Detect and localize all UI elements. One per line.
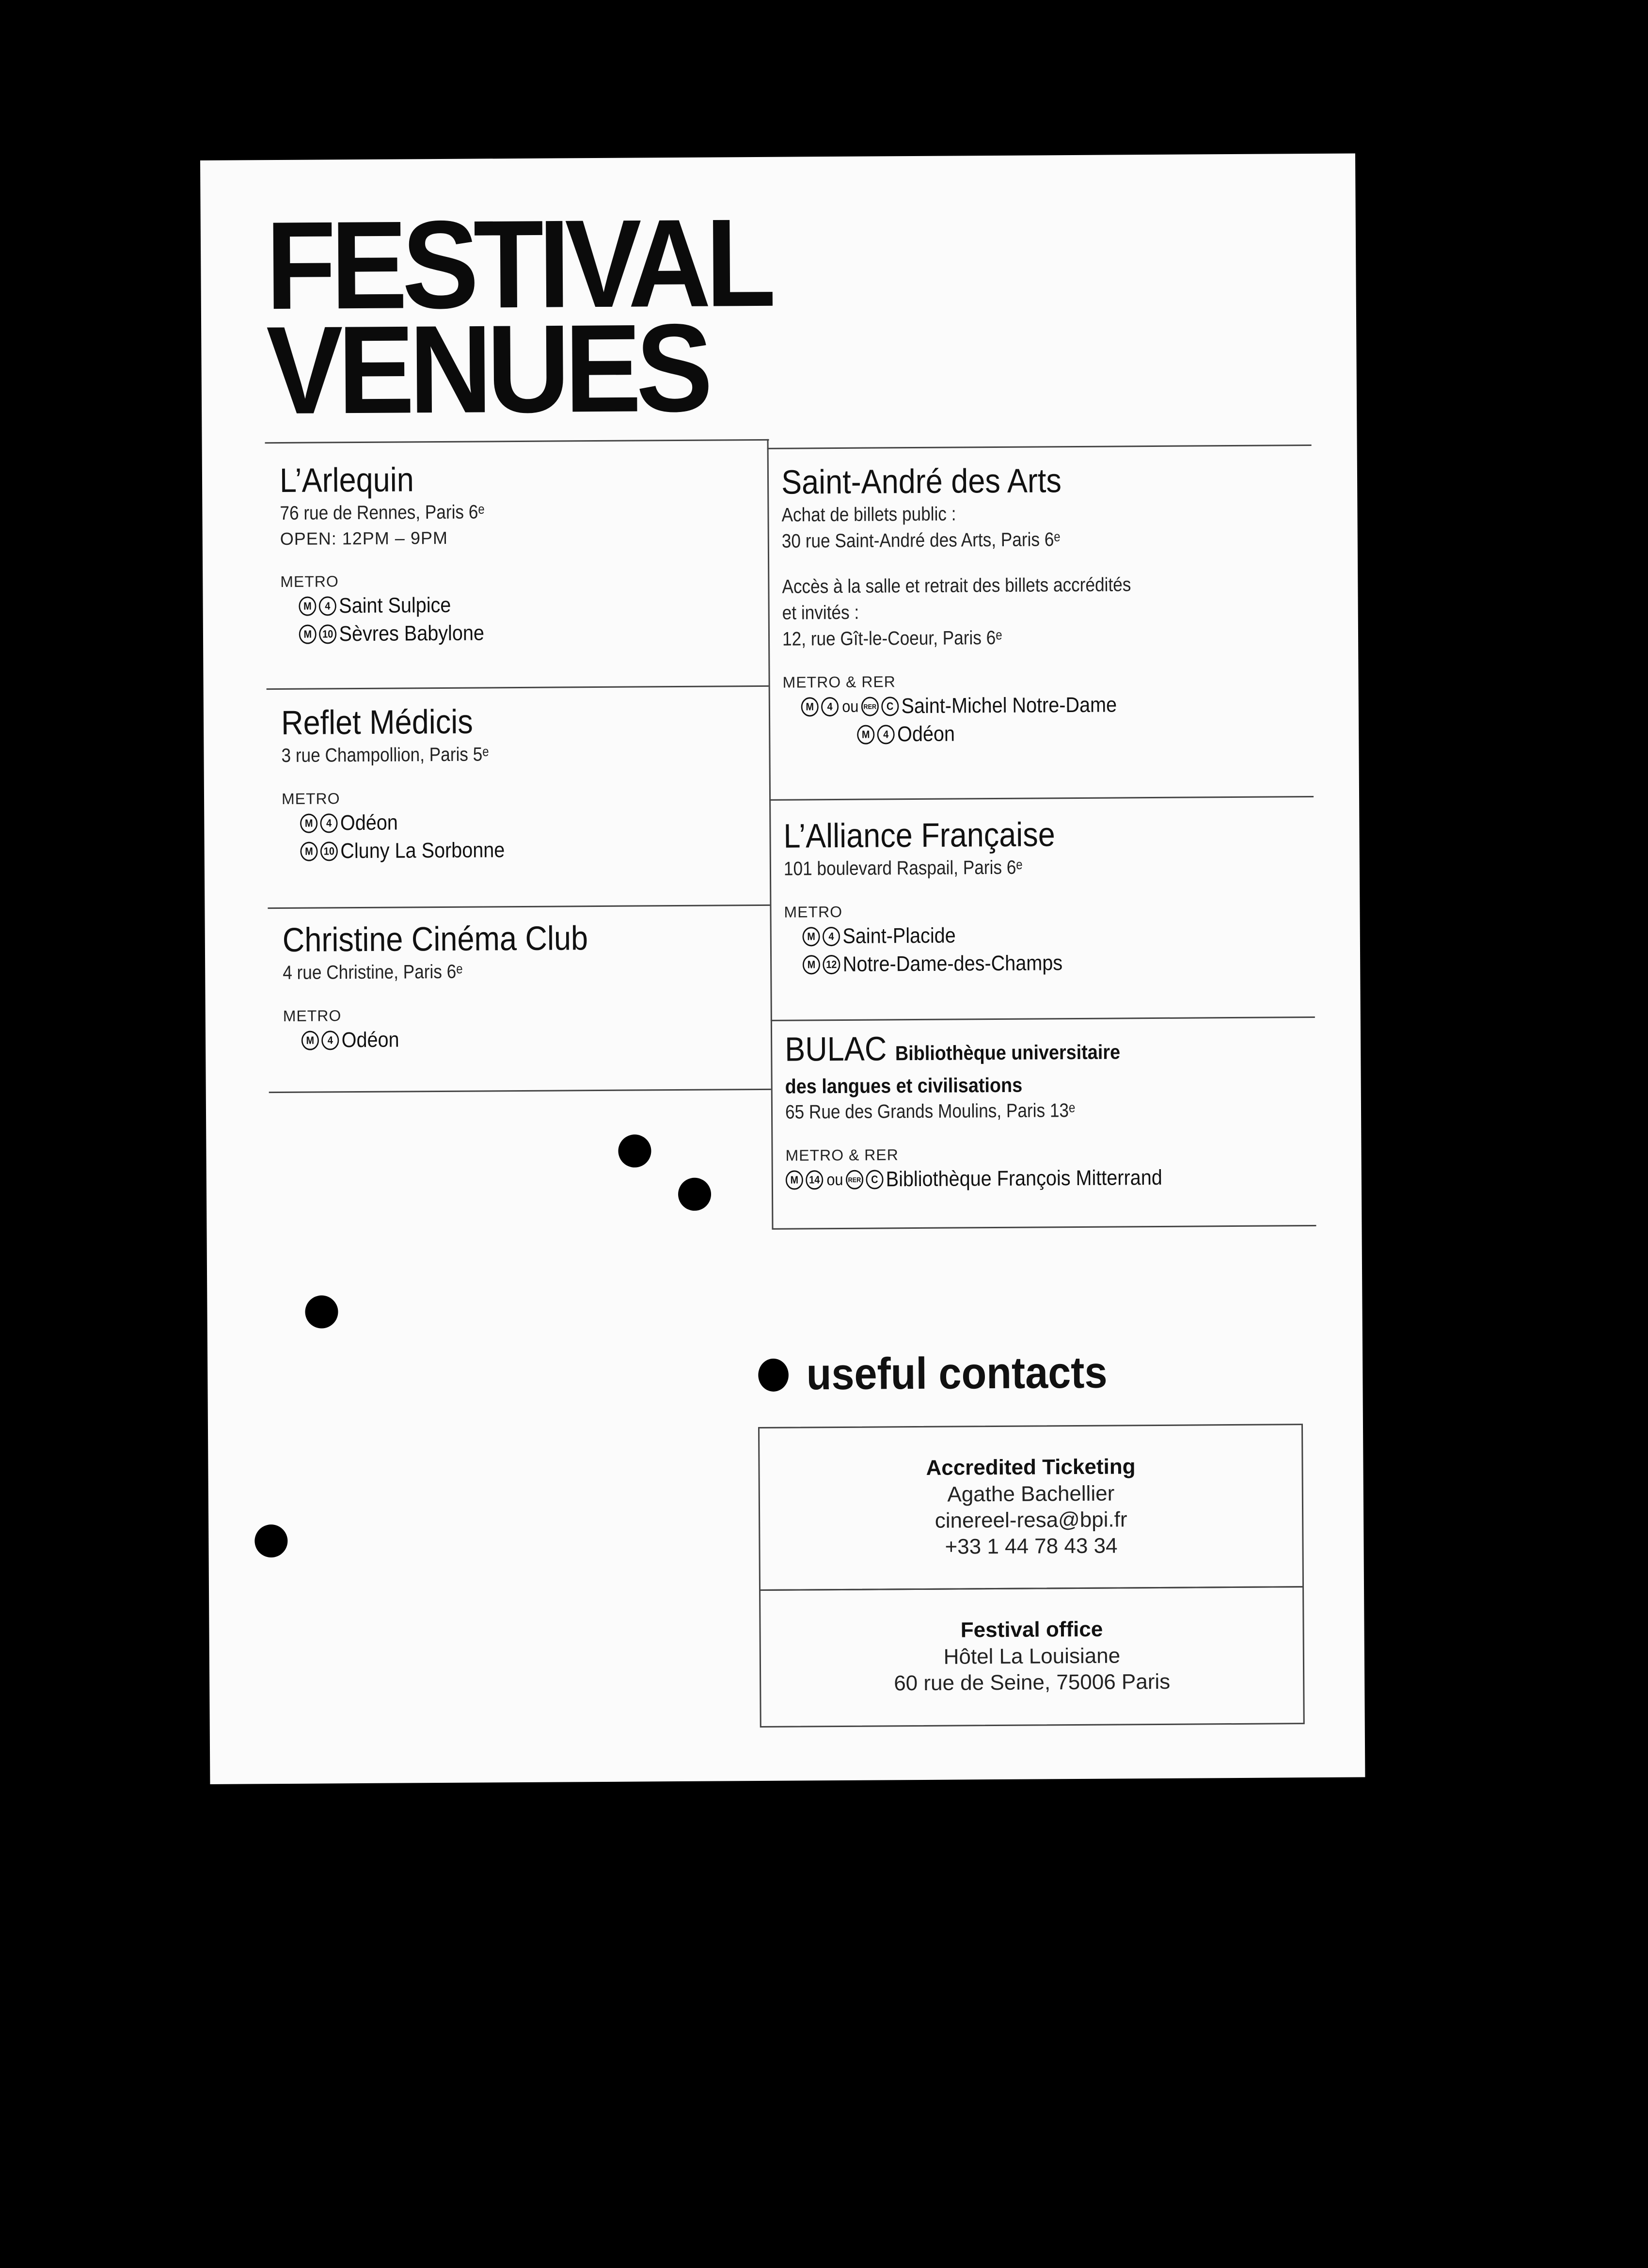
- station-row: [281, 619, 490, 649]
- venue-name: Saint-André des Arts: [781, 461, 1062, 501]
- metro-icon: M: [299, 625, 317, 644]
- divider-right-2: [771, 1016, 1315, 1021]
- metro-label: METRO: [281, 790, 340, 808]
- metro-label: METRO & RER: [785, 1146, 899, 1164]
- contact-title: Festival office: [960, 1617, 1103, 1642]
- line-10-icon: 10: [319, 624, 336, 644]
- metro-icon: M: [300, 814, 317, 833]
- venue-christine-cinema-club: [283, 918, 623, 1055]
- line-4-icon: 4: [821, 697, 839, 716]
- station-row: [786, 1164, 1162, 1194]
- page-title: [265, 192, 772, 441]
- station-name: Saint-Michel Notre-Dame: [901, 693, 1117, 718]
- venue-address: 3 rue Champollion, Paris 5ᵉ: [281, 744, 489, 766]
- station-name: Saint-Placide: [842, 923, 956, 948]
- venue-address: 76 rue de Rennes, Paris 6ᵉ: [280, 501, 485, 524]
- venue-reflet-medicis: [281, 701, 530, 866]
- contact-box-office: [759, 1586, 1305, 1728]
- contact-name: Agathe Bachellier: [947, 1481, 1115, 1507]
- metro-icon: M: [786, 1170, 803, 1190]
- venue-subtitle-line-1: Bibliothèque universitaire: [895, 1040, 1121, 1065]
- punch-hole-dot: [254, 1524, 287, 1557]
- rer-line-c-icon: C: [881, 697, 899, 716]
- station-name: Sèvres Babylone: [339, 621, 485, 646]
- access-address: 12, rue Gît-le-Coeur, Paris 6ᵉ: [782, 627, 1002, 650]
- divider-right-1: [769, 796, 1314, 801]
- rer-line-c-icon: C: [866, 1170, 883, 1189]
- line-4-icon: 4: [320, 813, 337, 833]
- station-row: [280, 591, 490, 620]
- access-label-line-2: et invités :: [782, 602, 859, 624]
- flyer-page: [200, 153, 1365, 1784]
- line-4-icon: 4: [877, 725, 895, 744]
- station-name: Saint Sulpice: [339, 593, 451, 618]
- public-ticket-address: 30 rue Saint-André des Arts, Paris 6ᵉ: [781, 529, 1061, 552]
- rer-icon: RER: [861, 697, 879, 716]
- line-12-icon: 12: [823, 955, 840, 974]
- metro-icon: M: [802, 927, 820, 946]
- venue-bulac: [785, 1027, 1204, 1194]
- contacts-heading: [758, 1348, 1108, 1400]
- venue-name: Reflet Médicis: [281, 702, 473, 742]
- station-row: [282, 808, 505, 838]
- metro-label: METRO: [280, 572, 339, 591]
- venue-name: Christine Cinéma Club: [282, 919, 588, 959]
- metro-icon: M: [803, 955, 820, 974]
- or-text: ou: [842, 697, 859, 716]
- station-row: [784, 949, 1062, 979]
- or-text: ou: [826, 1170, 843, 1190]
- station-name: Odéon: [340, 810, 398, 835]
- punch-hole-dot: [618, 1134, 651, 1167]
- station-row: [783, 691, 1140, 721]
- divider-left-2: [268, 904, 770, 909]
- venue-address: 65 Rue des Grands Moulins, Paris 13ᵉ: [785, 1100, 1076, 1123]
- contact-phone[interactable]: +33 1 44 78 43 34: [945, 1534, 1118, 1559]
- station-name: Cluny La Sorbonne: [340, 838, 505, 863]
- metro-icon: M: [300, 842, 317, 861]
- venue-name: L’Alliance Française: [783, 815, 1056, 855]
- venue-address: 101 boulevard Raspail, Paris 6ᵉ: [783, 856, 1023, 880]
- contact-address: 60 rue de Seine, 75006 Paris: [894, 1669, 1171, 1696]
- divider-left-3: [269, 1089, 771, 1093]
- venue-address: 4 rue Christine, Paris 6ᵉ: [283, 961, 463, 983]
- metro-icon: M: [301, 1031, 319, 1050]
- station-name: Odéon: [341, 1028, 399, 1052]
- bullet-dot-icon: [758, 1358, 789, 1391]
- venue-name-row: [785, 1027, 1161, 1074]
- metro-label: METRO & RER: [782, 673, 896, 691]
- divider-left-1: [267, 685, 769, 690]
- metro-icon: M: [801, 697, 819, 716]
- venue-name: BULAC: [784, 1030, 887, 1068]
- line-14-icon: 14: [806, 1170, 823, 1190]
- contact-title: Accredited Ticketing: [926, 1455, 1136, 1480]
- title-line-2: VENUES: [266, 297, 708, 441]
- venue-subtitle-line-2: des langues et civilisations: [785, 1073, 1023, 1098]
- opening-hours: OPEN: 12PM – 9PM: [280, 527, 448, 549]
- station-name: Odéon: [897, 722, 955, 746]
- divider-top-right: [767, 444, 1312, 449]
- public-ticket-label: Achat de billets public :: [781, 503, 956, 526]
- venue-name: L’Arlequin: [279, 460, 414, 500]
- venue-alliance-francaise: [783, 814, 1093, 979]
- venue-saint-andre-des-arts: [781, 460, 1180, 749]
- access-label-line-1: Accès à la salle et retrait des billets accrédités: [782, 574, 1131, 598]
- line-4-icon: 4: [319, 596, 336, 616]
- station-row: [282, 836, 505, 866]
- metro-label: METRO: [283, 1007, 342, 1025]
- title-line-1: FESTIVAL: [265, 192, 771, 336]
- metro-label: METRO: [784, 903, 843, 921]
- contact-box-ticketing: [758, 1424, 1304, 1591]
- column-divider: [767, 439, 774, 1229]
- venue-arlequin: [280, 459, 513, 649]
- station-name: Notre-Dame-des-Champs: [842, 951, 1063, 976]
- station-row: [783, 719, 1140, 749]
- line-4-icon: 4: [321, 1031, 339, 1050]
- line-10-icon: 10: [320, 841, 338, 861]
- punch-hole-dot: [305, 1295, 338, 1328]
- divider-right-3: [772, 1225, 1316, 1230]
- station-row: [283, 1025, 589, 1055]
- contacts-heading-text: useful contacts: [806, 1348, 1108, 1399]
- station-row: [784, 921, 1062, 951]
- metro-icon: M: [299, 597, 316, 616]
- punch-hole-dot: [678, 1178, 711, 1211]
- contact-name: Hôtel La Louisiane: [943, 1644, 1121, 1669]
- station-name: Bibliothèque François Mitterrand: [886, 1165, 1162, 1191]
- rer-icon: RER: [846, 1170, 863, 1190]
- contact-email-link[interactable]: cinereel-resa@bpi.fr: [935, 1507, 1127, 1533]
- line-4-icon: 4: [823, 927, 840, 946]
- metro-icon: M: [857, 725, 874, 745]
